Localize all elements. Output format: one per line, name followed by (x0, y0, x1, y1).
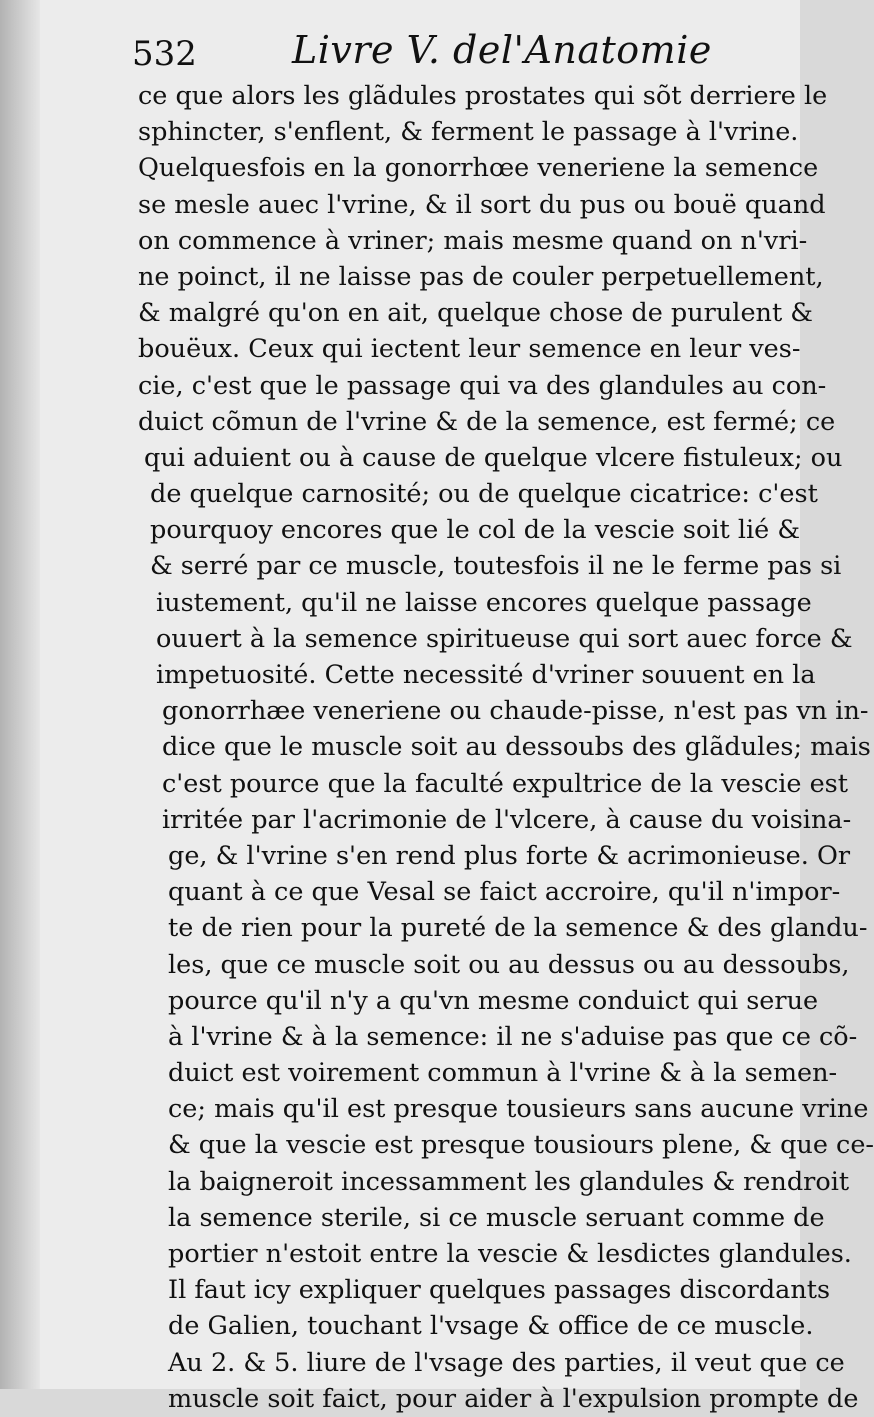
text-line: bouëux. Ceux qui iectent leur semence en leur ves- (138, 334, 801, 365)
text-line: Quelquesfois en la gonorrhœe veneriene la semence (138, 153, 819, 184)
text-line: à l'vrine & à la semence: il ne s'aduise pas que ce cõ- (168, 1021, 858, 1052)
text-line: duict est voirement commun à l'vrine & à la semen- (168, 1058, 838, 1089)
text-line: cie, c'est que le passage qui va des glandules au con- (138, 370, 827, 401)
text-line: ne poinct, il ne laisse pas de couler perpetuellement, (138, 261, 824, 292)
page-number: 532 (132, 34, 197, 74)
text-line: ouuert à la semence spiritueuse qui sort auec force & (156, 623, 853, 654)
text-line: qui aduient ou à cause de quelque vlcere fistuleux; ou (144, 442, 843, 473)
text-line: on commence à vriner; mais mesme quand on n'vri- (138, 225, 808, 256)
running-head (132, 28, 752, 78)
text-line: la semence sterile, si ce muscle seruant comme de (168, 1202, 825, 1233)
text-line: ce; mais qu'il est presque tousieurs sans aucune vrine (168, 1094, 869, 1125)
text-line: impetuosité. Cette necessité d'vriner souuent en la (156, 660, 816, 690)
text-line: & serré par ce muscle, toutesfois il ne le ferme pas si (150, 551, 842, 582)
text-line: duict cõmun de l'vrine & de la semence, est fermé; ce (138, 406, 836, 437)
text-line: muscle soit faict, pour aider à l'expulsion prompte de (168, 1383, 859, 1414)
body-text (138, 78, 874, 1417)
text-line: sphincter, s'enflent, & ferment le passage à l'vrine. (138, 117, 799, 148)
text-line: gonorrhæe veneriene ou chaude-pisse, n'est pas vn in- (162, 696, 869, 727)
running-title: Livre V. del'Anatomie (292, 28, 712, 72)
text-line: Au 2. & 5. liure de l'vsage des parties, il veut que ce (168, 1347, 845, 1378)
text-line: les, que ce muscle soit ou au dessus ou au dessoubs, (168, 949, 850, 980)
text-line: se mesle auec l'vrine, & il sort du pus ou bouë quand (138, 189, 826, 220)
text-line: c'est pource que la faculté expultrice de la vescie est (162, 768, 849, 799)
text-line: pourquoy encores que le col de la vescie soit lié & (150, 515, 801, 546)
text-line: la baigneroit incessamment les glandules & rendroit (168, 1166, 850, 1197)
text-line: irritée par l'acrimonie de l'vlcere, à cause du voisina- (162, 804, 852, 835)
text-line: dice que le muscle soit au dessoubs des glãdules; mais (162, 732, 871, 763)
text-line: & malgré qu'on en ait, quelque chose de purulent & (138, 298, 814, 329)
text-line: portier n'estoit entre la vescie & lesdictes glandules. (168, 1239, 852, 1269)
text-line: de Galien, touchant l'vsage & office de ce muscle. (168, 1311, 814, 1342)
text-line: pource qu'il n'y a qu'vn mesme conduict qui serue (168, 985, 819, 1016)
text-line: ge, & l'vrine s'en rend plus forte & acrimonieuse. Or (168, 840, 851, 871)
text-line: & que la vescie est presque tousiours plene, & que ce- (168, 1130, 874, 1161)
text-line: iustement, qu'il ne laisse encores quelque passage (156, 587, 812, 618)
text-line: te de rien pour la pureté de la semence & des glandu- (168, 913, 868, 944)
text-line: Il faut icy expliquer quelques passages discordants (168, 1275, 831, 1306)
text-line: de quelque carnosité; ou de quelque cicatrice: c'est (150, 479, 818, 510)
text-line: quant à ce que Vesal se faict accroire, qu'il n'impor- (168, 877, 841, 908)
text-line: ce que alors les glãdules prostates qui sõt derriere le (138, 81, 828, 111)
